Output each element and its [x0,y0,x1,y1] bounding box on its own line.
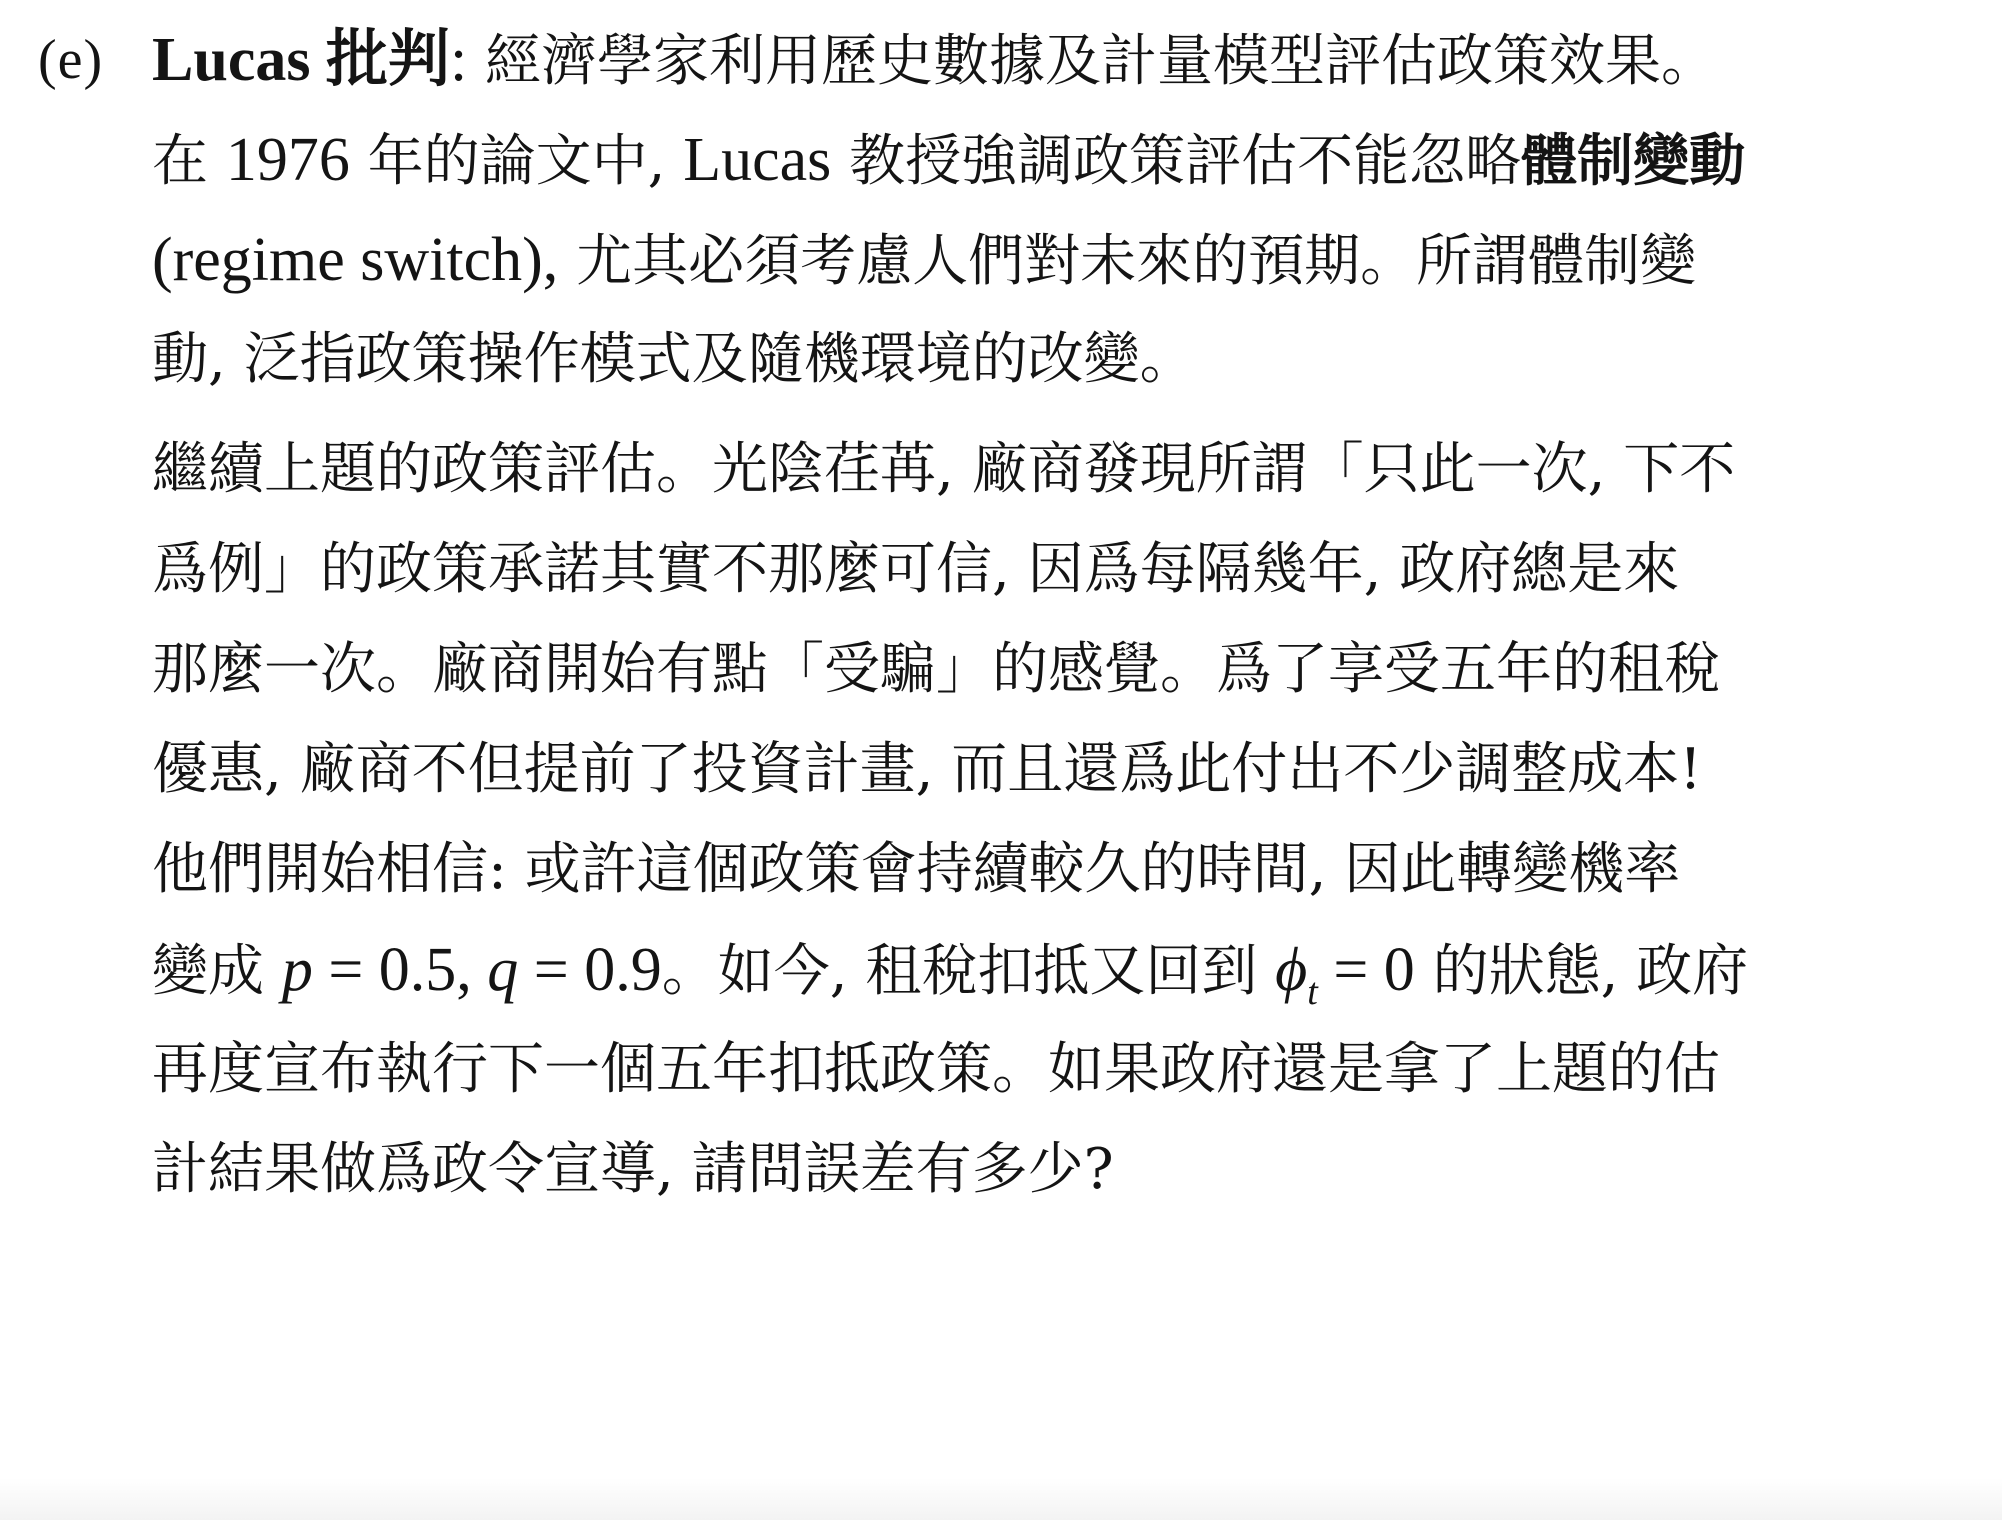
item-title-colon: : [449,26,468,94]
math-variable-phi: ϕ [1275,936,1308,1004]
paragraph-2-line-5 [152,838,1960,902]
math-variable-p: p [281,936,313,1004]
text-segment: 的狀態, 政府 [1414,939,1749,1004]
paragraph-2-line-8 [152,1138,1960,1202]
text-segment: 年的論文中, [349,129,684,194]
text-segment: 再度宣布執行下一個五年扣抵政策。如果政府還是拿了上題的估 [152,1037,1720,1102]
item-title: Lucas 批判 [152,26,450,94]
math-subscript-t: t [1307,971,1318,1013]
bold-term: 體制變動 [1521,128,1746,194]
text-segment: 爲例」的政策承諾其實不那麼可信, 因爲每隔幾年, 政府總是來 [152,537,1680,602]
paragraph-2-line-7 [152,1038,1960,1102]
year-number: 1976 [225,126,350,194]
english-term: (regime switch), [152,226,559,294]
paragraph-2-line-3 [152,638,1960,702]
text-segment: 在 [152,129,226,194]
paragraph-1-line-3 [152,228,1960,294]
paragraph-2-line-4 [152,738,1960,802]
text-segment: 動, 泛指政策操作模式及隨機環境的改變。 [152,327,1196,392]
bottom-edge-shadow [0,1478,2002,1520]
text-segment: 教授強調政策評估不能忽略 [831,129,1522,194]
text-segment: 優惠, 廠商不但提前了投資計畫, 而且還爲此付出不少調整成本! [152,737,1702,802]
text-segment: 變成 [152,939,282,1004]
text-segment: 計結果做爲政令宣導, 請問誤差有多少? [152,1137,1114,1202]
text-segment: 。如今, 租稅扣抵又回到 [661,939,1276,1004]
math-expression: = 0.5, [312,936,488,1004]
text-segment: 他們開始相信: 或許這個政策會持續較久的時間, 因此轉變機率 [152,837,1681,902]
author-name: Lucas [683,126,832,194]
text-segment: 尤其必須考慮人們對未來的預期。所謂體制變 [558,229,1697,294]
math-expression: = 0 [1317,936,1415,1004]
paragraph-1-text: 經濟學家利用歷史數據及計量模型評估政策效果。 [485,29,1718,94]
paragraph-2-line-1 [152,438,1960,502]
math-variable-q: q [487,936,519,1004]
paragraph-1-line-1 [152,28,1960,94]
paragraph-1-line-4 [152,328,1960,392]
paragraph-1-line-2 [152,128,1960,194]
math-expression: = 0.9 [518,936,662,1004]
text-segment: 繼續上題的政策評估。光陰荏苒, 廠商發現所謂「只此一次, 下不 [152,437,1736,502]
paragraph-2-line-6 [152,936,1960,1013]
item-label: (e) [38,29,104,91]
paragraph-2-line-2 [152,538,1960,602]
text-segment: 那麼一次。廠商開始有點「受騙」的感覺。爲了享受五年的租稅 [152,637,1720,702]
